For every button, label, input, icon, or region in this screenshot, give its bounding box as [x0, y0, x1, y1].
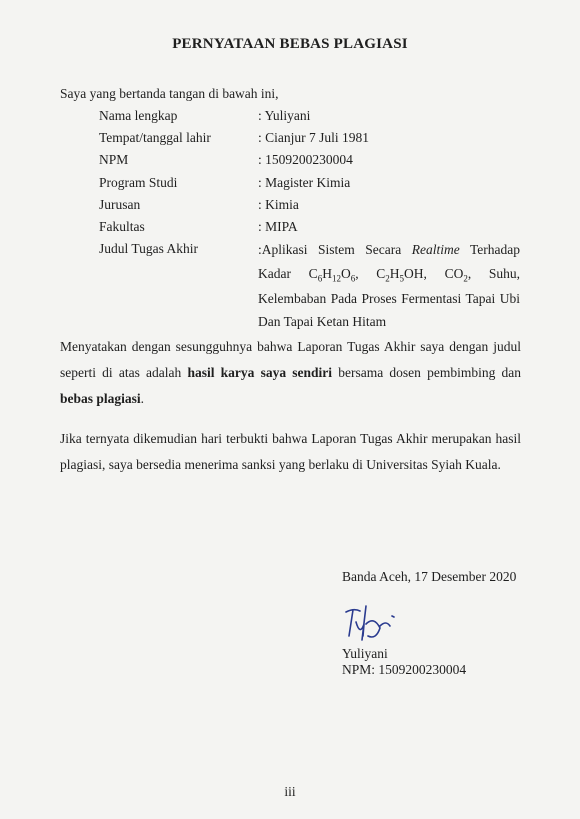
intro-text: Saya yang bertanda tangan di bawah ini,	[60, 86, 279, 101]
field-value-ttl: : Cianjur 7 Juli 1981	[258, 130, 369, 145]
field-value-nama: : Yuliyani	[258, 108, 311, 123]
field-value-npm: : 1509200230004	[258, 152, 353, 167]
formula-glucose: $C_6H_{12}O_6$,	[308, 266, 359, 284]
field-value-prodi: : Magister Kimia	[258, 175, 351, 190]
judul-line-1	[258, 242, 520, 258]
statement-text-c: bersama dosen pembimbing dan	[338, 365, 522, 380]
judul-line-4: Dan Tapai Ketan Hitam	[258, 314, 387, 329]
judul-realtime: Realtime	[411, 242, 460, 257]
statement-text-d: .	[140, 391, 145, 406]
field-label-npm: NPM	[99, 152, 129, 167]
field-label-nama: Nama lengkap	[99, 108, 178, 123]
field-value-jurusan: : Kimia	[258, 197, 299, 212]
statement-bold-plagiasi: bebas plagiasi	[60, 391, 141, 406]
signature-place-date: Banda Aceh, 17 Desember 2020	[342, 569, 517, 584]
page-title: PERNYATAAN BEBAS PLAGIASI	[172, 36, 408, 52]
statement-text-a: Menyatakan dengan sesungguhnya bahwa Laporan Tugas Akhir saya dengan judul seperti di atas adalah	[60, 339, 521, 380]
judul-prefix: :Aplikasi Sistem Secara	[258, 242, 402, 257]
field-label-fakultas: Fakultas	[99, 219, 145, 234]
judul-line-2	[258, 266, 520, 284]
signature-npm: NPM: 1509200230004	[342, 662, 467, 677]
field-label-prodi: Program Studi	[99, 175, 178, 190]
field-label-judul: Judul Tugas Akhir	[99, 241, 199, 256]
field-value-fakultas: : MIPA	[258, 219, 298, 234]
judul-suhu: Suhu,	[488, 266, 521, 281]
statement-bold-karya: hasil karya saya sendiri	[187, 365, 333, 380]
formula-ethanol: $C_2H_5OH$,	[376, 266, 427, 284]
signature-name: Yuliyani	[342, 646, 388, 661]
page-number: iii	[284, 784, 296, 799]
judul-kadar: Kadar	[258, 266, 291, 281]
sanction-paragraph: Jika ternyata dikemudian hari terbukti bahwa Laporan Tugas Akhir merupakan hasil plagiasi, saya bersedia menerima sanksi yang berlaku di Universitas Syiah Kuala.	[60, 431, 521, 472]
statement-paragraph	[60, 334, 521, 412]
judul-line-3: Kelembaban Pada Proses Fermentasi Tapai Ubi	[258, 291, 520, 306]
field-label-ttl: Tempat/tanggal lahir	[99, 130, 211, 145]
handwritten-signature	[340, 596, 410, 642]
judul-terhadap: Terhadap	[469, 242, 520, 257]
field-label-jurusan: Jurusan	[99, 197, 141, 212]
formula-co2: $CO_2$,	[444, 266, 472, 284]
